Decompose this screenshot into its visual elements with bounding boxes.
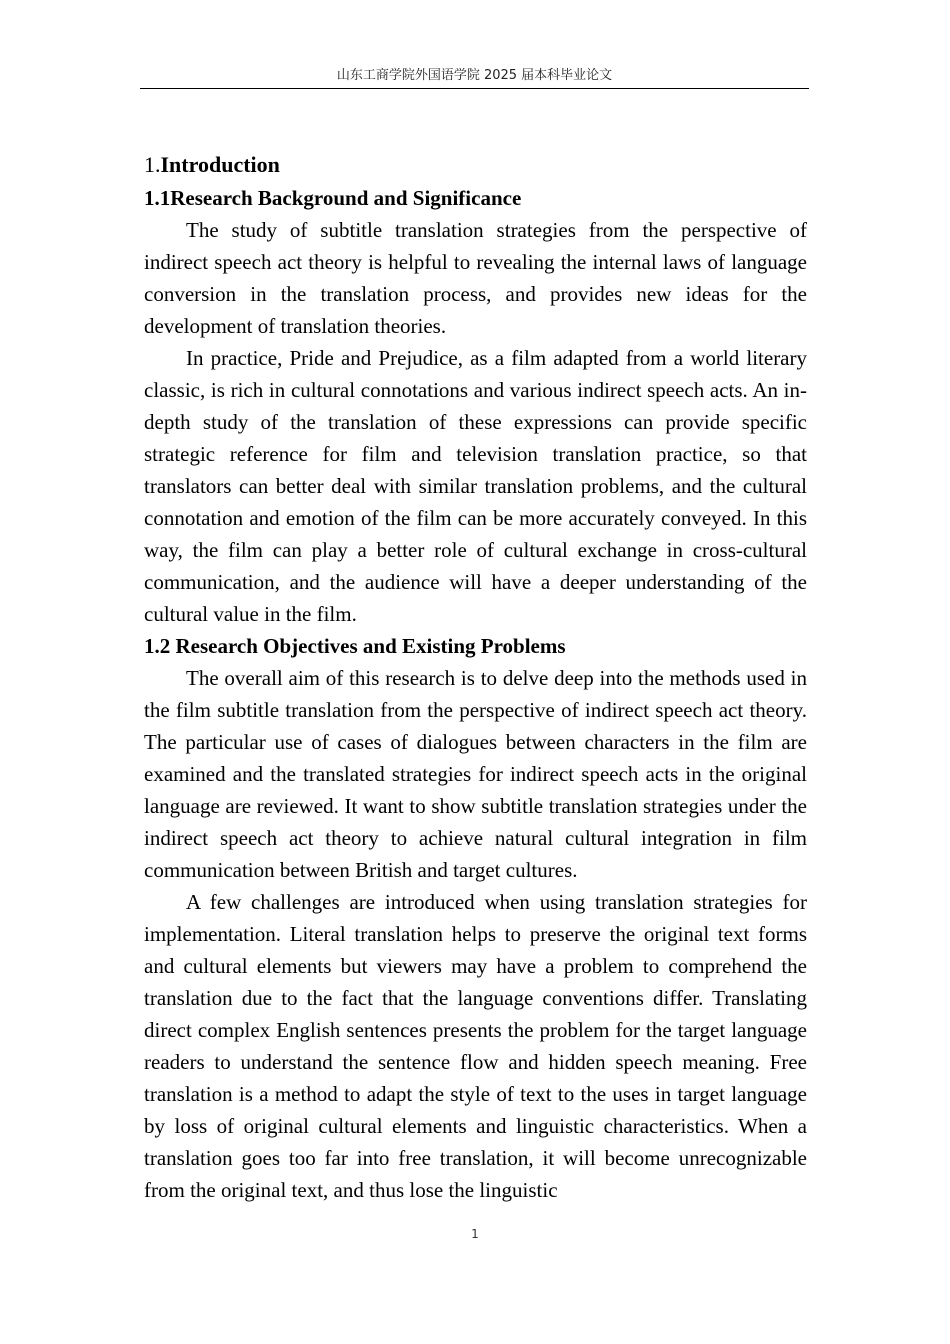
document-body xyxy=(144,148,807,1206)
header-divider xyxy=(140,88,809,89)
subsection-heading-objectives: 1.2 Research Objectives and Existing Problems xyxy=(144,634,566,658)
running-header: 山东工商学院外国语学院 2025 届本科毕业论文 xyxy=(336,68,613,83)
section-number: 1. xyxy=(144,152,161,177)
subsection-heading-background: 1.1Research Background and Significance xyxy=(144,186,522,210)
section-heading-introduction xyxy=(144,148,807,182)
paragraph: The study of subtitle translation strategies from the perspective of indirect speech act theory is helpful to revealing the internal laws of language conversion in the translation process, and provides new ideas for the development of translation theories. xyxy=(144,218,807,338)
page-number: 1 xyxy=(471,1227,479,1241)
paragraph: The overall aim of this research is to delve deep into the methods used in the film subtitle translation from the perspective of indirect speech act theory. The particular use of cases of dialogues between characters in the film are examined and the translated strategies for indirect speech acts in the original language are reviewed. It want to show subtitle translation strategies under the indirect speech act theory to achieve natural cultural integration in film communication between British and target cultures. xyxy=(144,666,807,882)
paragraph: In practice, Pride and Prejudice, as a film adapted from a world literary classic, is rich in cultural connotations and various indirect speech acts. An in-depth study of the translation of these expressions can provide specific strategic reference for film and television translation practice, so that translators can better deal with similar translation problems, and the cultural connotation and emotion of the film can be more accurately conveyed. In this way, the film can play a better role of cultural exchange in cross-cultural communication, and the audience will have a deeper understanding of the cultural value in the film. xyxy=(144,346,807,626)
paragraph: A few challenges are introduced when using translation strategies for implementation. Literal translation helps to preserve the original text forms and cultural elements but viewers may have a problem to comprehend the translation due to the fact that the language conventions differ. Translating direct complex English sentences presents the problem for the target language readers to understand the sentence flow and hidden speech meaning. Free translation is a method to adapt the style of text to the uses in target language by loss of original cultural elements and linguistic characteristics. When a translation goes too far into free translation, it will become unrecognizable from the original text, and thus lose the linguistic xyxy=(144,890,807,1202)
section-title: Introduction xyxy=(160,152,280,177)
